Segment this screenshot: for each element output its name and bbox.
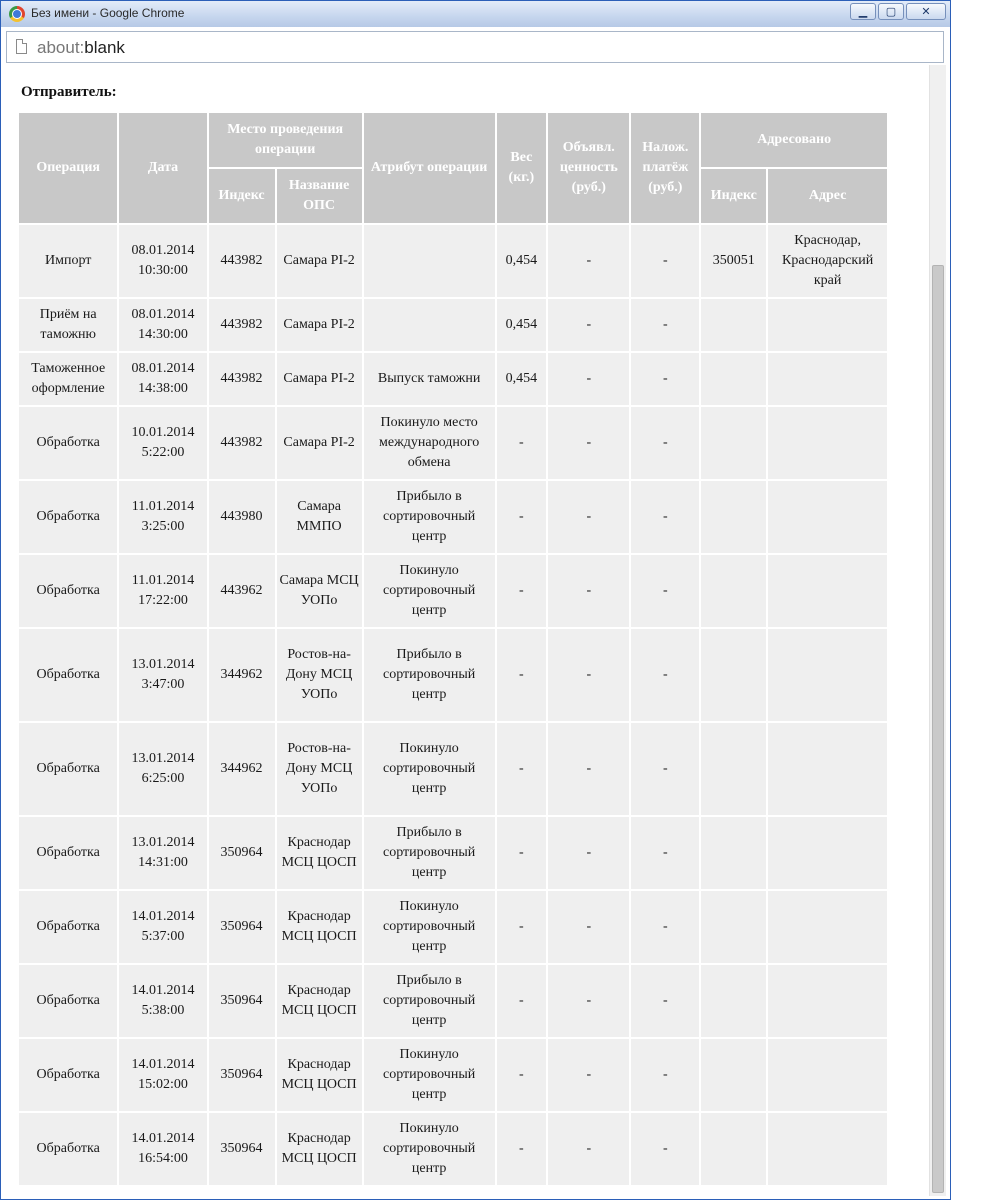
cell-place-index: 443980 [209,481,275,553]
table-row [19,1113,887,1185]
cell-place-index: 350964 [209,891,275,963]
cell-place-name: Краснодар МСЦ ЦОСП [277,817,362,889]
cell-place-name: Ростов-на-Дону МСЦ УОПо [277,629,362,721]
cell-declared-value: - [548,629,629,721]
cell-place-name: Самара PI-2 [277,225,362,297]
cell-addr-address [768,481,887,553]
table-row [19,1039,887,1111]
cell-addr-index [701,1039,766,1111]
page-viewport [6,65,946,1196]
cell-addr-address [768,299,887,351]
cell-place-name: Самара МСЦ УОПо [277,555,362,627]
close-button[interactable]: ✕ [906,3,946,20]
header-addr-index: Индекс [701,169,766,223]
cell-cod: - [631,817,699,889]
title-bar[interactable] [1,1,950,27]
cell-weight: - [497,407,547,479]
url-path: blank [84,38,125,57]
cell-attribute [364,299,495,351]
cell-operation: Обработка [19,629,117,721]
cell-operation: Обработка [19,407,117,479]
table-row [19,817,887,889]
cell-date: 14.01.2014 5:37:00 [119,891,206,963]
table-row [19,965,887,1037]
cell-operation: Импорт [19,225,117,297]
cell-attribute: Прибыло в сортировочный центр [364,629,495,721]
sender-heading: Отправитель: [21,84,117,100]
cell-declared-value: - [548,1039,629,1111]
cell-place-name: Краснодар МСЦ ЦОСП [277,965,362,1037]
cell-date: 11.01.2014 17:22:00 [119,555,206,627]
cell-declared-value: - [548,555,629,627]
cell-addr-index [701,891,766,963]
cell-place-name: Краснодар МСЦ ЦОСП [277,1113,362,1185]
cell-addr-address [768,723,887,815]
cell-date: 08.01.2014 10:30:00 [119,225,206,297]
cell-place-index: 350964 [209,1113,275,1185]
cell-place-name: Самара PI-2 [277,353,362,405]
maximize-button[interactable]: ▢ [878,3,904,20]
cell-addr-index [701,481,766,553]
cell-attribute: Выпуск таможни [364,353,495,405]
cell-addr-address: Краснодар, Краснодарский край [768,225,887,297]
cell-addr-index [701,629,766,721]
cell-declared-value: - [548,481,629,553]
cell-operation: Обработка [19,891,117,963]
cell-cod: - [631,629,699,721]
cell-attribute: Покинуло сортировочный центр [364,555,495,627]
cell-weight: - [497,481,547,553]
header-operation: Операция [19,113,117,223]
cell-date: 13.01.2014 3:47:00 [119,629,206,721]
cell-addr-address [768,891,887,963]
cell-cod: - [631,1113,699,1185]
cell-cod: - [631,407,699,479]
cell-addr-address [768,1113,887,1185]
cell-weight: - [497,965,547,1037]
cell-date: 14.01.2014 16:54:00 [119,1113,206,1185]
cell-declared-value: - [548,817,629,889]
table-row [19,299,887,351]
cell-place-index: 443982 [209,299,275,351]
header-addressed: Адресовано [701,113,887,167]
cell-declared-value: - [548,965,629,1037]
cell-addr-address [768,407,887,479]
cell-attribute: Прибыло в сортировочный центр [364,481,495,553]
cell-addr-address [768,817,887,889]
header-attribute: Атрибут операции [364,113,495,223]
cell-place-name: Самара PI-2 [277,299,362,351]
cell-place-index: 443962 [209,555,275,627]
table-row [19,353,887,405]
cell-place-name: Краснодар МСЦ ЦОСП [277,891,362,963]
cell-date: 08.01.2014 14:30:00 [119,299,206,351]
header-declared-value: Объявл. ценность (руб.) [548,113,629,223]
cell-cod: - [631,723,699,815]
cell-addr-address [768,965,887,1037]
cell-operation: Обработка [19,555,117,627]
cell-declared-value: - [548,299,629,351]
cell-attribute: Прибыло в сортировочный центр [364,817,495,889]
cell-operation: Обработка [19,817,117,889]
cell-date: 13.01.2014 14:31:00 [119,817,206,889]
table-row [19,891,887,963]
table-row [19,723,887,815]
cell-date: 14.01.2014 5:38:00 [119,965,206,1037]
cell-cod: - [631,299,699,351]
header-place: Место проведения операции [209,113,362,167]
cell-declared-value: - [548,225,629,297]
cell-date: 10.01.2014 5:22:00 [119,407,206,479]
table-row [19,225,887,297]
cell-addr-address [768,353,887,405]
cell-place-index: 443982 [209,225,275,297]
cell-operation: Обработка [19,1113,117,1185]
cell-addr-index [701,299,766,351]
cell-place-name: Самара ММПО [277,481,362,553]
url-text[interactable] [37,38,125,58]
cell-weight: - [497,723,547,815]
cell-attribute: Покинуло сортировочный центр [364,723,495,815]
cell-addr-index [701,1113,766,1185]
cell-attribute: Покинуло сортировочный центр [364,891,495,963]
cell-place-index: 350964 [209,1039,275,1111]
cell-cod: - [631,965,699,1037]
cell-place-index: 443982 [209,353,275,405]
cell-declared-value: - [548,1113,629,1185]
cell-date: 13.01.2014 6:25:00 [119,723,206,815]
cell-addr-index: 350051 [701,225,766,297]
cell-weight: 0,454 [497,353,547,405]
cell-date: 14.01.2014 15:02:00 [119,1039,206,1111]
cell-date: 11.01.2014 3:25:00 [119,481,206,553]
cell-attribute: Покинуло сортировочный центр [364,1039,495,1111]
cell-addr-address [768,555,887,627]
header-place-name: Название ОПС [277,169,362,223]
cell-weight: 0,454 [497,299,547,351]
cell-weight: - [497,1039,547,1111]
cell-cod: - [631,891,699,963]
cell-weight: - [497,555,547,627]
cell-addr-index [701,555,766,627]
cell-place-index: 443982 [209,407,275,479]
cell-place-name: Ростов-на-Дону МСЦ УОПо [277,723,362,815]
cell-operation: Приём на таможню [19,299,117,351]
vertical-scrollbar[interactable] [929,65,946,1196]
cell-weight: - [497,629,547,721]
header-place-index: Индекс [209,169,275,223]
cell-cod: - [631,1039,699,1111]
cell-operation: Обработка [19,481,117,553]
scrollbar-thumb[interactable] [932,265,944,1193]
cell-attribute: Покинуло сортировочный центр [364,1113,495,1185]
cell-operation: Обработка [19,723,117,815]
window-controls [848,3,946,20]
cell-addr-index [701,407,766,479]
cell-declared-value: - [548,723,629,815]
header-addr-address: Адрес [768,169,887,223]
cell-attribute: Покинуло место международного обмена [364,407,495,479]
url-scheme: about: [37,38,85,57]
cell-date: 08.01.2014 14:38:00 [119,353,206,405]
cell-weight: - [497,817,547,889]
cell-addr-address [768,629,887,721]
cell-place-name: Самара PI-2 [277,407,362,479]
cell-attribute [364,225,495,297]
cell-declared-value: - [548,891,629,963]
cell-weight: 0,454 [497,225,547,297]
cell-operation: Таможенное оформление [19,353,117,405]
cell-attribute: Прибыло в сортировочный центр [364,965,495,1037]
cell-place-index: 350964 [209,965,275,1037]
header-weight: Вес (кг.) [497,113,547,223]
cell-operation: Обработка [19,965,117,1037]
cell-addr-index [701,353,766,405]
table-row [19,629,887,721]
tracking-table [17,111,889,1187]
chrome-logo-icon [9,6,25,22]
address-bar[interactable] [6,31,944,63]
cell-cod: - [631,353,699,405]
table-row [19,407,887,479]
header-cod: Налож. платёж (руб.) [631,113,699,223]
table-row [19,481,887,553]
table-row [19,555,887,627]
cell-place-index: 344962 [209,629,275,721]
cell-declared-value: - [548,407,629,479]
minimize-button[interactable]: ▁ [850,3,876,20]
cell-addr-index [701,723,766,815]
cell-place-index: 350964 [209,817,275,889]
cell-place-name: Краснодар МСЦ ЦОСП [277,1039,362,1111]
cell-addr-index [701,817,766,889]
cell-place-index: 344962 [209,723,275,815]
page-icon [16,39,27,54]
header-date: Дата [119,113,206,223]
cell-cod: - [631,555,699,627]
cell-weight: - [497,1113,547,1185]
cell-weight: - [497,891,547,963]
window-title: Без имени - Google Chrome [31,6,185,20]
cell-declared-value: - [548,353,629,405]
cell-cod: - [631,225,699,297]
cell-addr-address [768,1039,887,1111]
cell-cod: - [631,481,699,553]
cell-operation: Обработка [19,1039,117,1111]
cell-addr-index [701,965,766,1037]
